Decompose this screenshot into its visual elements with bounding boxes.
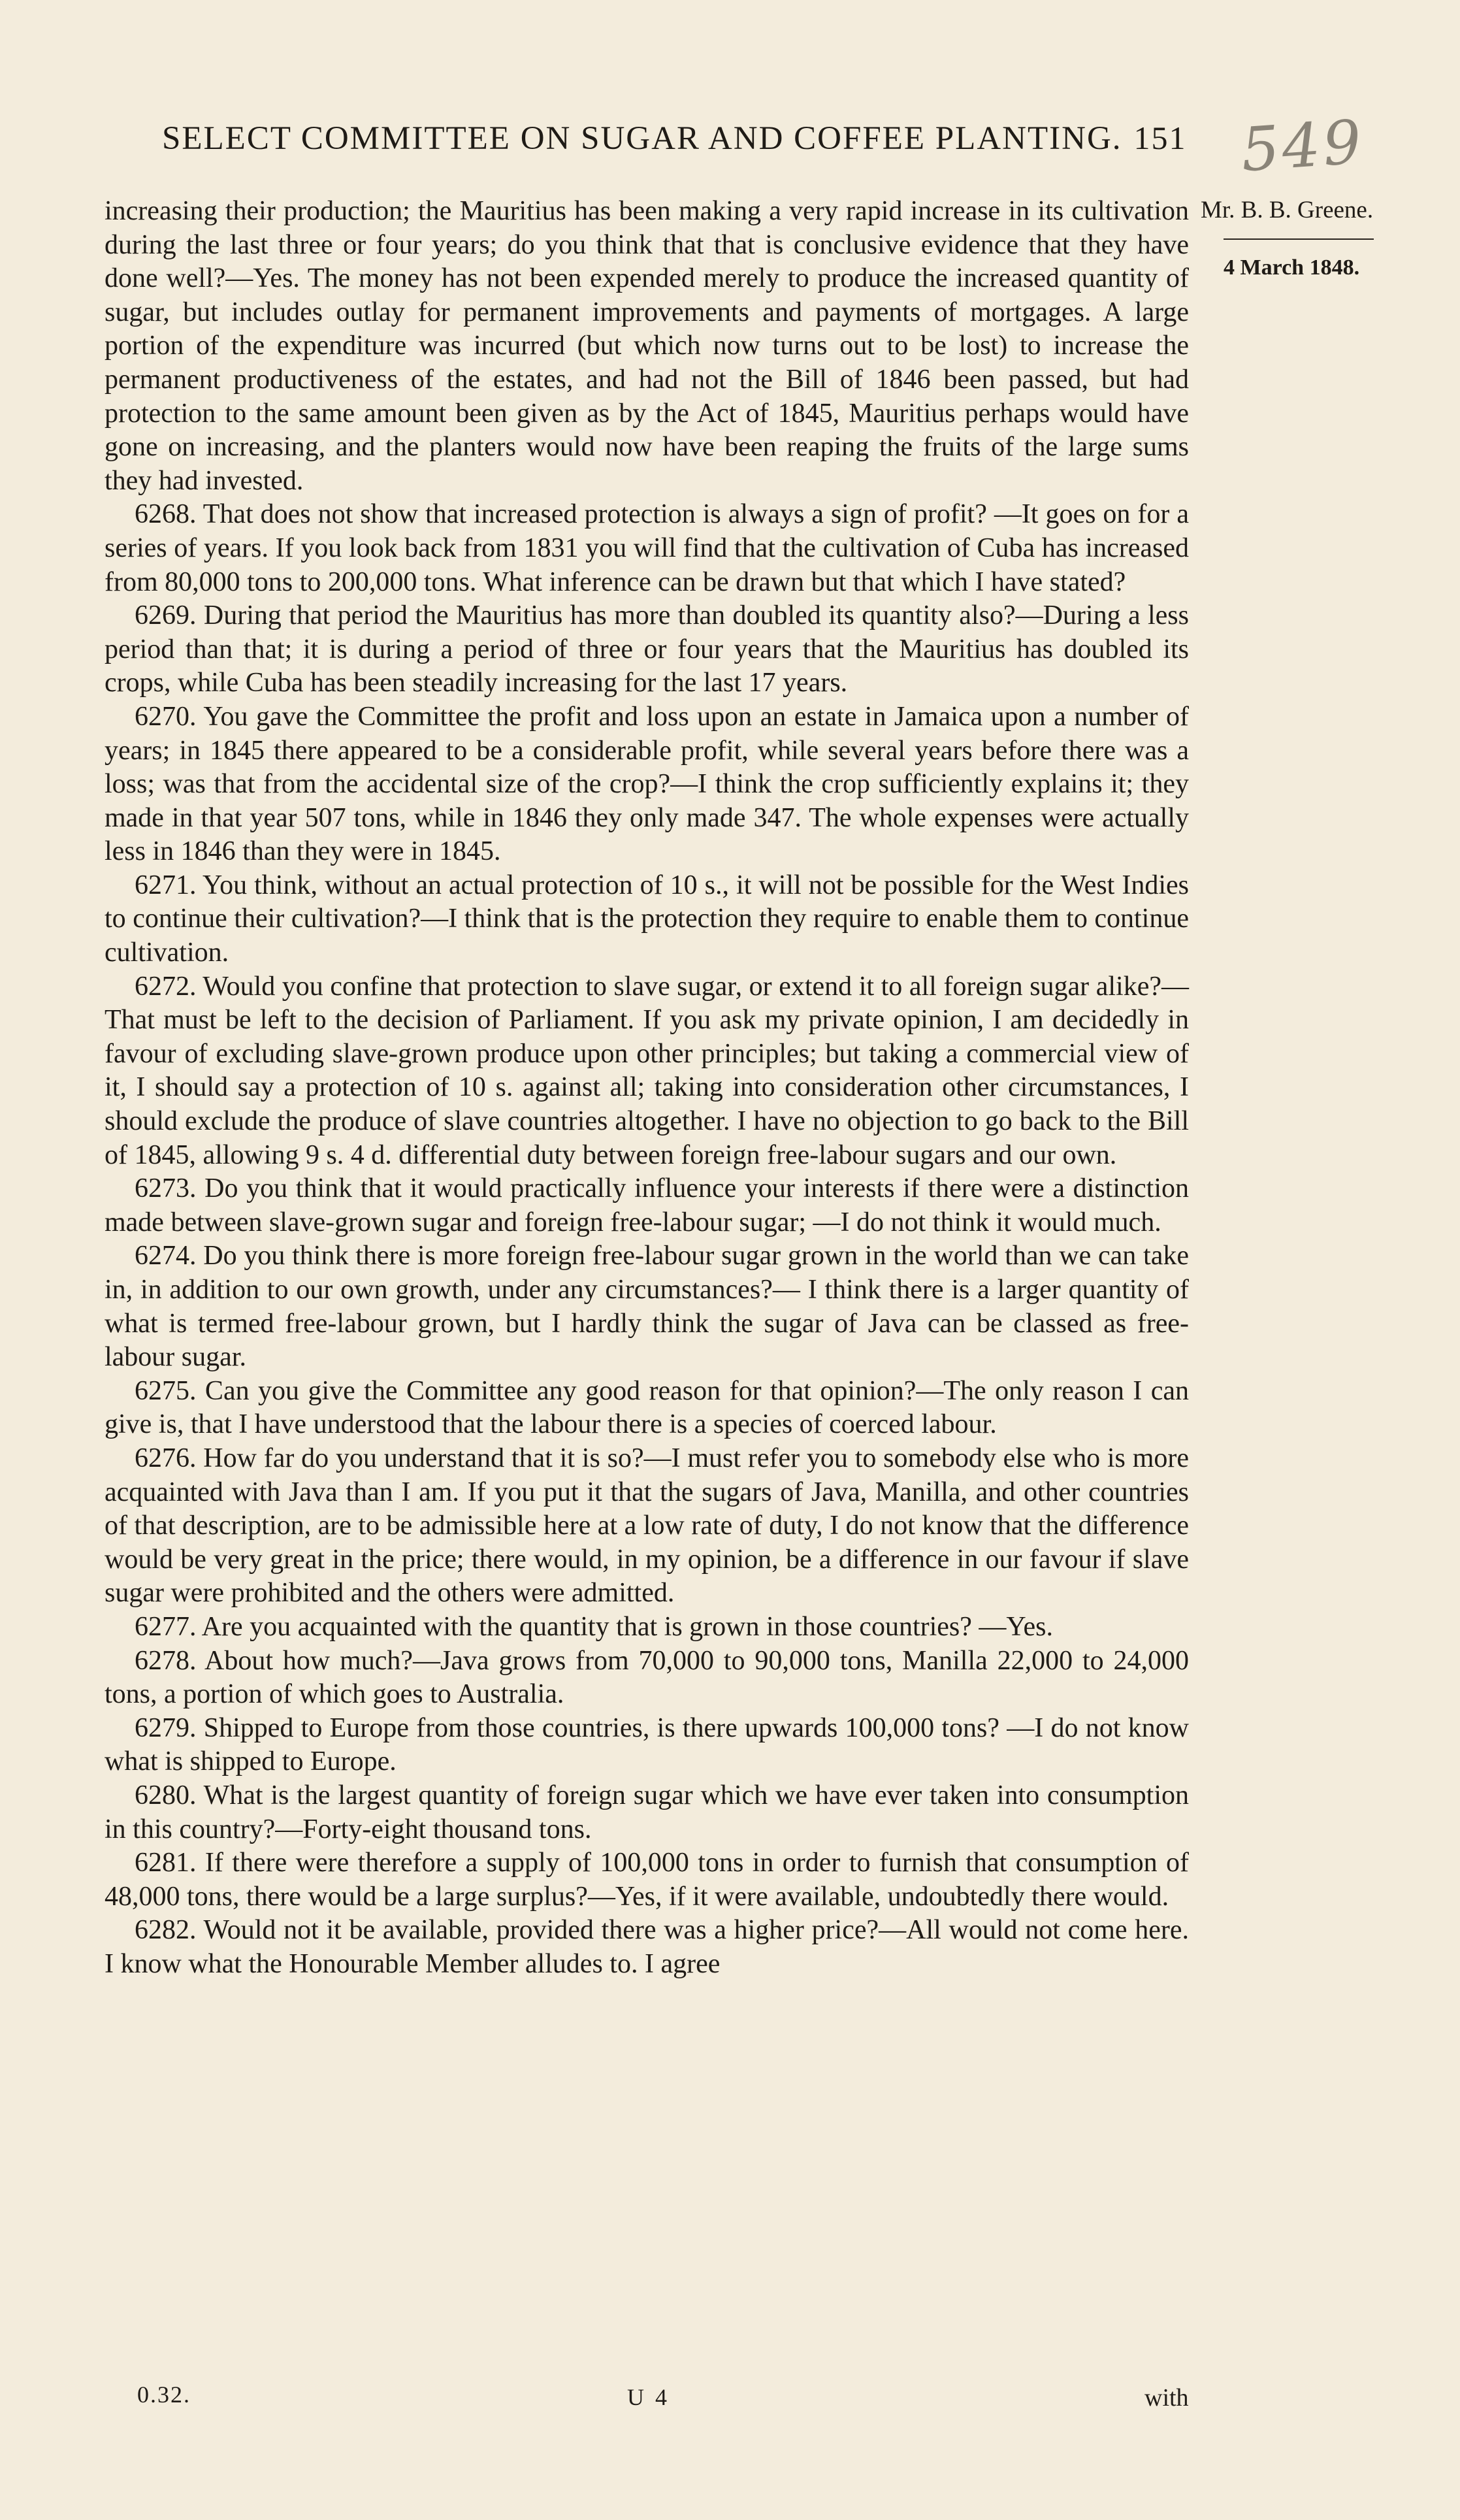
body-text bbox=[105, 195, 1189, 1981]
witness-name: Mr. B. B. Greene. bbox=[1201, 197, 1374, 223]
question-6273: 6273. Do you think that it would practically influence your interests if there were a distinction made between slave-grown sugar and foreign free-labour sugar; —I do not think it would much. bbox=[105, 1173, 1189, 1237]
question-6278: 6278. About how much?—Java grows from 70,000 to 90,000 tons, Manilla 22,000 to 24,000 tons, a portion of which goes to Australia. bbox=[105, 1645, 1189, 1710]
paragraph-continuation: increasing their production; the Mauritius has been making a very rapid increase in its cultivation during the last three or four years; do you think that that is conclusive evidence that they have done well?—Yes. The money has not been expended merely to produce the increased quantity of sugar, but includes outlay for permanent improvements and payments of mortgages. A large portion of the expenditure was incurred (but which now turns out to be lost) to increase the permanent productiveness of the estates, and had not the Bill of 1846 been passed, but had protection to the same amount been given as by the Act of 1845, Mauritius perhaps would have gone on increasing, and the planters would now have been reaping the fruits of the large sums they had invested. bbox=[105, 196, 1189, 496]
question-6271: 6271. You think, without an actual protection of 10 s., it will not be possible for the West Indies to continue their cultivation?—I think that is the protection they require to enable them to continue cultivation. bbox=[105, 870, 1189, 968]
session-date: 4 March 1848. bbox=[1224, 255, 1360, 280]
question-6279: 6279. Shipped to Europe from those countries, is there upwards 100,000 tons? —I do not know what is shipped to Europe. bbox=[105, 1712, 1189, 1777]
question-6277: 6277. Are you acquainted with the quantity that is grown in those countries? —Yes. bbox=[135, 1611, 1054, 1642]
question-6268: 6268. That does not show that increased protection is always a sign of profit? —It goes on for a series of years. If you look back from 1831 you will find that the cultivation of Cuba has increased from 80,000 tons to 200,000 tons. What inference can be drawn but that which I have stated? bbox=[105, 499, 1189, 597]
question-6275: 6275. Can you give the Committee any good reason for that opinion?—The only reason I can give is, that I have understood that the labour there is a species of coerced labour. bbox=[105, 1375, 1189, 1440]
question-6270: 6270. You gave the Committee the profit and loss upon an estate in Jamaica upon a number of years; in 1845 there appeared to be a considerable profit, while several years before there was a loss; was that from the accidental size of the crop?—I think the crop sufficiently explains it; they made in that year 507 tons, while in 1846 they only made 347. The whole expenses were actually less in 1846 than they were in 1845. bbox=[105, 701, 1189, 867]
running-header bbox=[162, 119, 1194, 157]
header-title: SELECT COMMITTEE ON SUGAR AND COFFEE PLANTING. bbox=[162, 120, 1122, 157]
margin-note bbox=[1201, 196, 1423, 280]
question-6276: 6276. How far do you understand that it is so?—I must refer you to somebody else who is more acquainted with Java than I am. If you put it that the sugars of Java, Manilla, and other countries of that description, are to be admissible here at a low rate of duty, I do not know that the difference would be very great in the price; there would, in my opinion, be a difference in our favour if slave sugar were prohibited and the others were admitted. bbox=[105, 1443, 1189, 1609]
handwritten-folio-number: 549 bbox=[1239, 106, 1367, 186]
question-6280: 6280. What is the largest quantity of foreign sugar which we have ever taken into consumption in this country?—Forty-eight thousand tons. bbox=[105, 1780, 1189, 1844]
catchword: with bbox=[1144, 2384, 1189, 2412]
question-6274: 6274. Do you think there is more foreign free-labour sugar grown in the world than we can take in, in addition to our own growth, under any circumstances?— I think there is a larger quantity of what is termed free-labour grown, but I hardly think the sugar of Java can be classed as free-labour sugar. bbox=[105, 1241, 1189, 1373]
signature-mark: U 4 bbox=[627, 2384, 670, 2410]
question-6281: 6281. If there were therefore a supply of 100,000 tons in order to furnish that consumption of 48,000 tons, there would be a large surplus?—Yes, if it were available, undoubtedly there would. bbox=[105, 1848, 1189, 1912]
margin-rule bbox=[1224, 238, 1374, 240]
page-number: 151 bbox=[1133, 120, 1187, 156]
question-6272: 6272. Would you confine that protection to slave sugar, or extend it to all foreign sugar alike?—That must be left to the decision of Parliament. If you ask my private opinion, I am decidedly in favour of excluding slave-grown produce upon other principles; but taking a commercial view of it, I should say a protection of 10 s. against all; taking into consideration other circumstances, I should exclude the produce of slave countries altogether. I have no objection to go back to the Bill of 1845, allowing 9 s. 4 d. differential duty between foreign free-labour sugars and our own. bbox=[105, 971, 1189, 1170]
question-6269: 6269. During that period the Mauritius has more than doubled its quantity also?—During a less period than that; it is during a period of three or four years that the Mauritius has doubled its crops, while Cuba has been steadily increasing for the last 17 years. bbox=[105, 600, 1189, 698]
paper-number: 0.32. bbox=[137, 2381, 191, 2408]
question-6282: 6282. Would not it be available, provided there was a higher price?—All would not come here. I know what the Honourable Member alludes to. I agree bbox=[105, 1915, 1189, 1979]
